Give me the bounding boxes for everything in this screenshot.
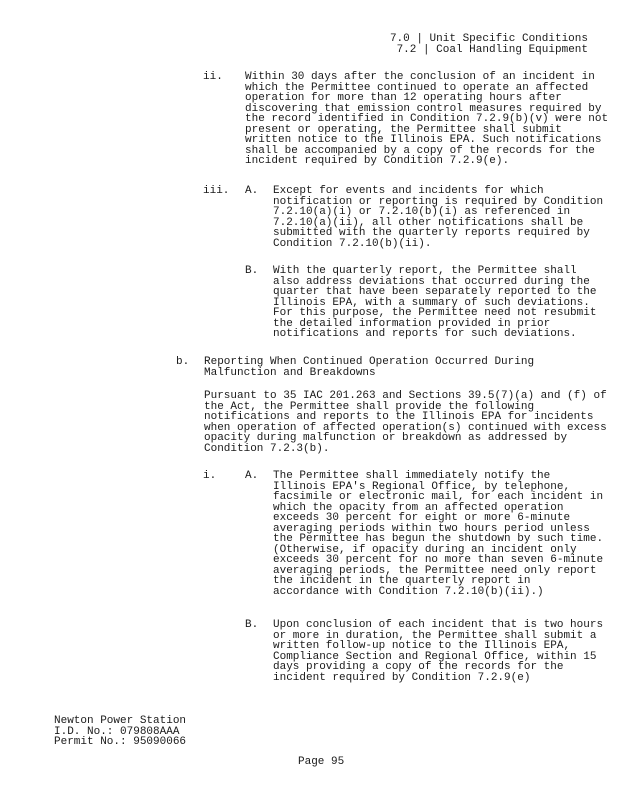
- heading-line: Reporting When Continued Operation Occurred During: [204, 356, 535, 368]
- text-line: when operation of affected operation(s) continued with excess: [204, 421, 607, 434]
- text-line: the Act, the Permittee shall provide the following: [204, 400, 535, 413]
- text-line: the Permittee has begun the shutdown by such time.: [273, 533, 604, 545]
- text-line: (Otherwise, if opacity during an incident only: [273, 543, 577, 556]
- item-iii-a-text: [273, 186, 603, 249]
- text-line: which the opacity from an affected operation: [273, 501, 564, 514]
- item-b-i-b-text: [273, 620, 603, 683]
- text-line: days providing a copy of the records for the: [273, 661, 564, 673]
- text-line: With the quarterly report, the Permittee shall: [273, 265, 577, 277]
- text-line: The Permittee shall immediately notify the: [273, 470, 551, 482]
- item-iii-b-label: B.: [245, 265, 259, 277]
- item-b-label: b.: [176, 356, 190, 368]
- text-line: shall be accompanied by a copy of the records for the: [245, 144, 595, 157]
- text-line: exceeds 30 percent for no more than seven 6-minute: [273, 554, 604, 566]
- text-line: Pursuant to 35 IAC 201.263 and Sections 39.5(7)(a) and (f) of: [204, 390, 607, 402]
- subsection-header: 7.2 | Coal Handling Equipment: [396, 44, 588, 56]
- text-line: incident required by Condition 7.2.9(e): [273, 671, 531, 684]
- station-name: Newton Power Station: [54, 715, 187, 727]
- text-line: notification or reporting is required by Condition: [273, 195, 604, 208]
- text-line: incident required by Condition 7.2.9(e).: [245, 155, 510, 167]
- text-line: facsimile or electronic mail, for each incident in: [273, 491, 604, 503]
- item-b-i-a-label: A.: [245, 470, 259, 482]
- text-line: For this purpose, the Permittee need not resubmit: [273, 307, 597, 319]
- id-number: I.D. No.: 079808AAA: [54, 725, 180, 738]
- text-line: the incident in the quarterly report in: [273, 575, 531, 587]
- heading-line: Malfunction and Breakdowns: [204, 366, 376, 379]
- text-line: averaging periods, the Permittee need only report: [273, 564, 597, 577]
- text-line: notifications and reports to the Illinois EPA for incidents: [204, 411, 594, 423]
- text-line: 7.2.10(a)(i) or 7.2.10(b)(i) as referenced in: [273, 206, 571, 218]
- text-line: discovering that emission control measures required by: [245, 102, 602, 115]
- text-line: the record identified in Condition 7.2.9(b)(v) were not: [245, 113, 609, 125]
- text-line: which the Permittee continued to operate an affected: [245, 81, 589, 94]
- text-line: Upon conclusion of each incident that is two hours: [273, 619, 604, 631]
- item-b-heading: [204, 357, 534, 378]
- text-line: Illinois EPA's Regional Office, by telephone,: [273, 480, 571, 493]
- text-line: the detailed information provided in prior: [273, 317, 551, 330]
- text-line: Compliance Section and Regional Office, within 15: [273, 650, 597, 663]
- item-ii-label: ii.: [203, 71, 223, 83]
- text-line: Condition 7.2.10(b)(ii).: [273, 237, 432, 250]
- item-iii-a-label: A.: [245, 185, 259, 197]
- item-b-i-label: i.: [203, 470, 217, 482]
- text-line: accordance with Condition 7.2.10(b)(ii).): [273, 585, 544, 598]
- text-line: written notice to the Illinois EPA. Such notifications: [245, 134, 602, 146]
- text-line: also address deviations that occurred during the: [273, 275, 590, 288]
- text-line: or more in duration, the Permittee shall submit a: [273, 629, 597, 642]
- item-b-paragraph: [204, 391, 607, 454]
- text-line: submitted with the quarterly reports required by: [273, 227, 590, 239]
- text-line: Condition 7.2.3(b).: [204, 442, 330, 455]
- text-line: quarter that have been separately reported to the: [273, 286, 597, 298]
- text-line: operation for more than 12 operating hours after: [245, 92, 562, 104]
- text-line: averaging periods within two hours period unless: [273, 522, 590, 535]
- text-line: opacity during malfunction or breakdown as addressed by: [204, 432, 568, 444]
- page-number: Page 95: [298, 756, 345, 768]
- permit-number: Permit No.: 95090066: [54, 736, 187, 748]
- text-line: Within 30 days after the conclusion of an incident in: [245, 71, 595, 83]
- section-header: 7.0 | Unit Specific Conditions: [389, 33, 588, 45]
- text-line: written follow-up notice to the Illinois EPA,: [273, 640, 571, 652]
- text-line: Except for events and incidents for which: [273, 185, 544, 197]
- text-line: exceeds 30 percent for eight or more 6-minute: [273, 512, 571, 524]
- item-iii-label: iii.: [203, 185, 230, 197]
- text-line: present or operating, the Permittee shall submit: [245, 123, 562, 136]
- item-b-i-b-label: B.: [245, 619, 259, 631]
- text-line: notifications and reports for such deviations.: [273, 328, 577, 340]
- footer-info: [54, 716, 186, 748]
- item-ii-text: [245, 72, 608, 167]
- item-iii-b-text: [273, 266, 596, 340]
- item-b-i-a-text: [273, 471, 603, 597]
- text-line: 7.2.10(a)(ii), all other notifications shall be: [273, 216, 584, 229]
- text-line: Illinois EPA, with a summary of such deviations.: [273, 296, 590, 309]
